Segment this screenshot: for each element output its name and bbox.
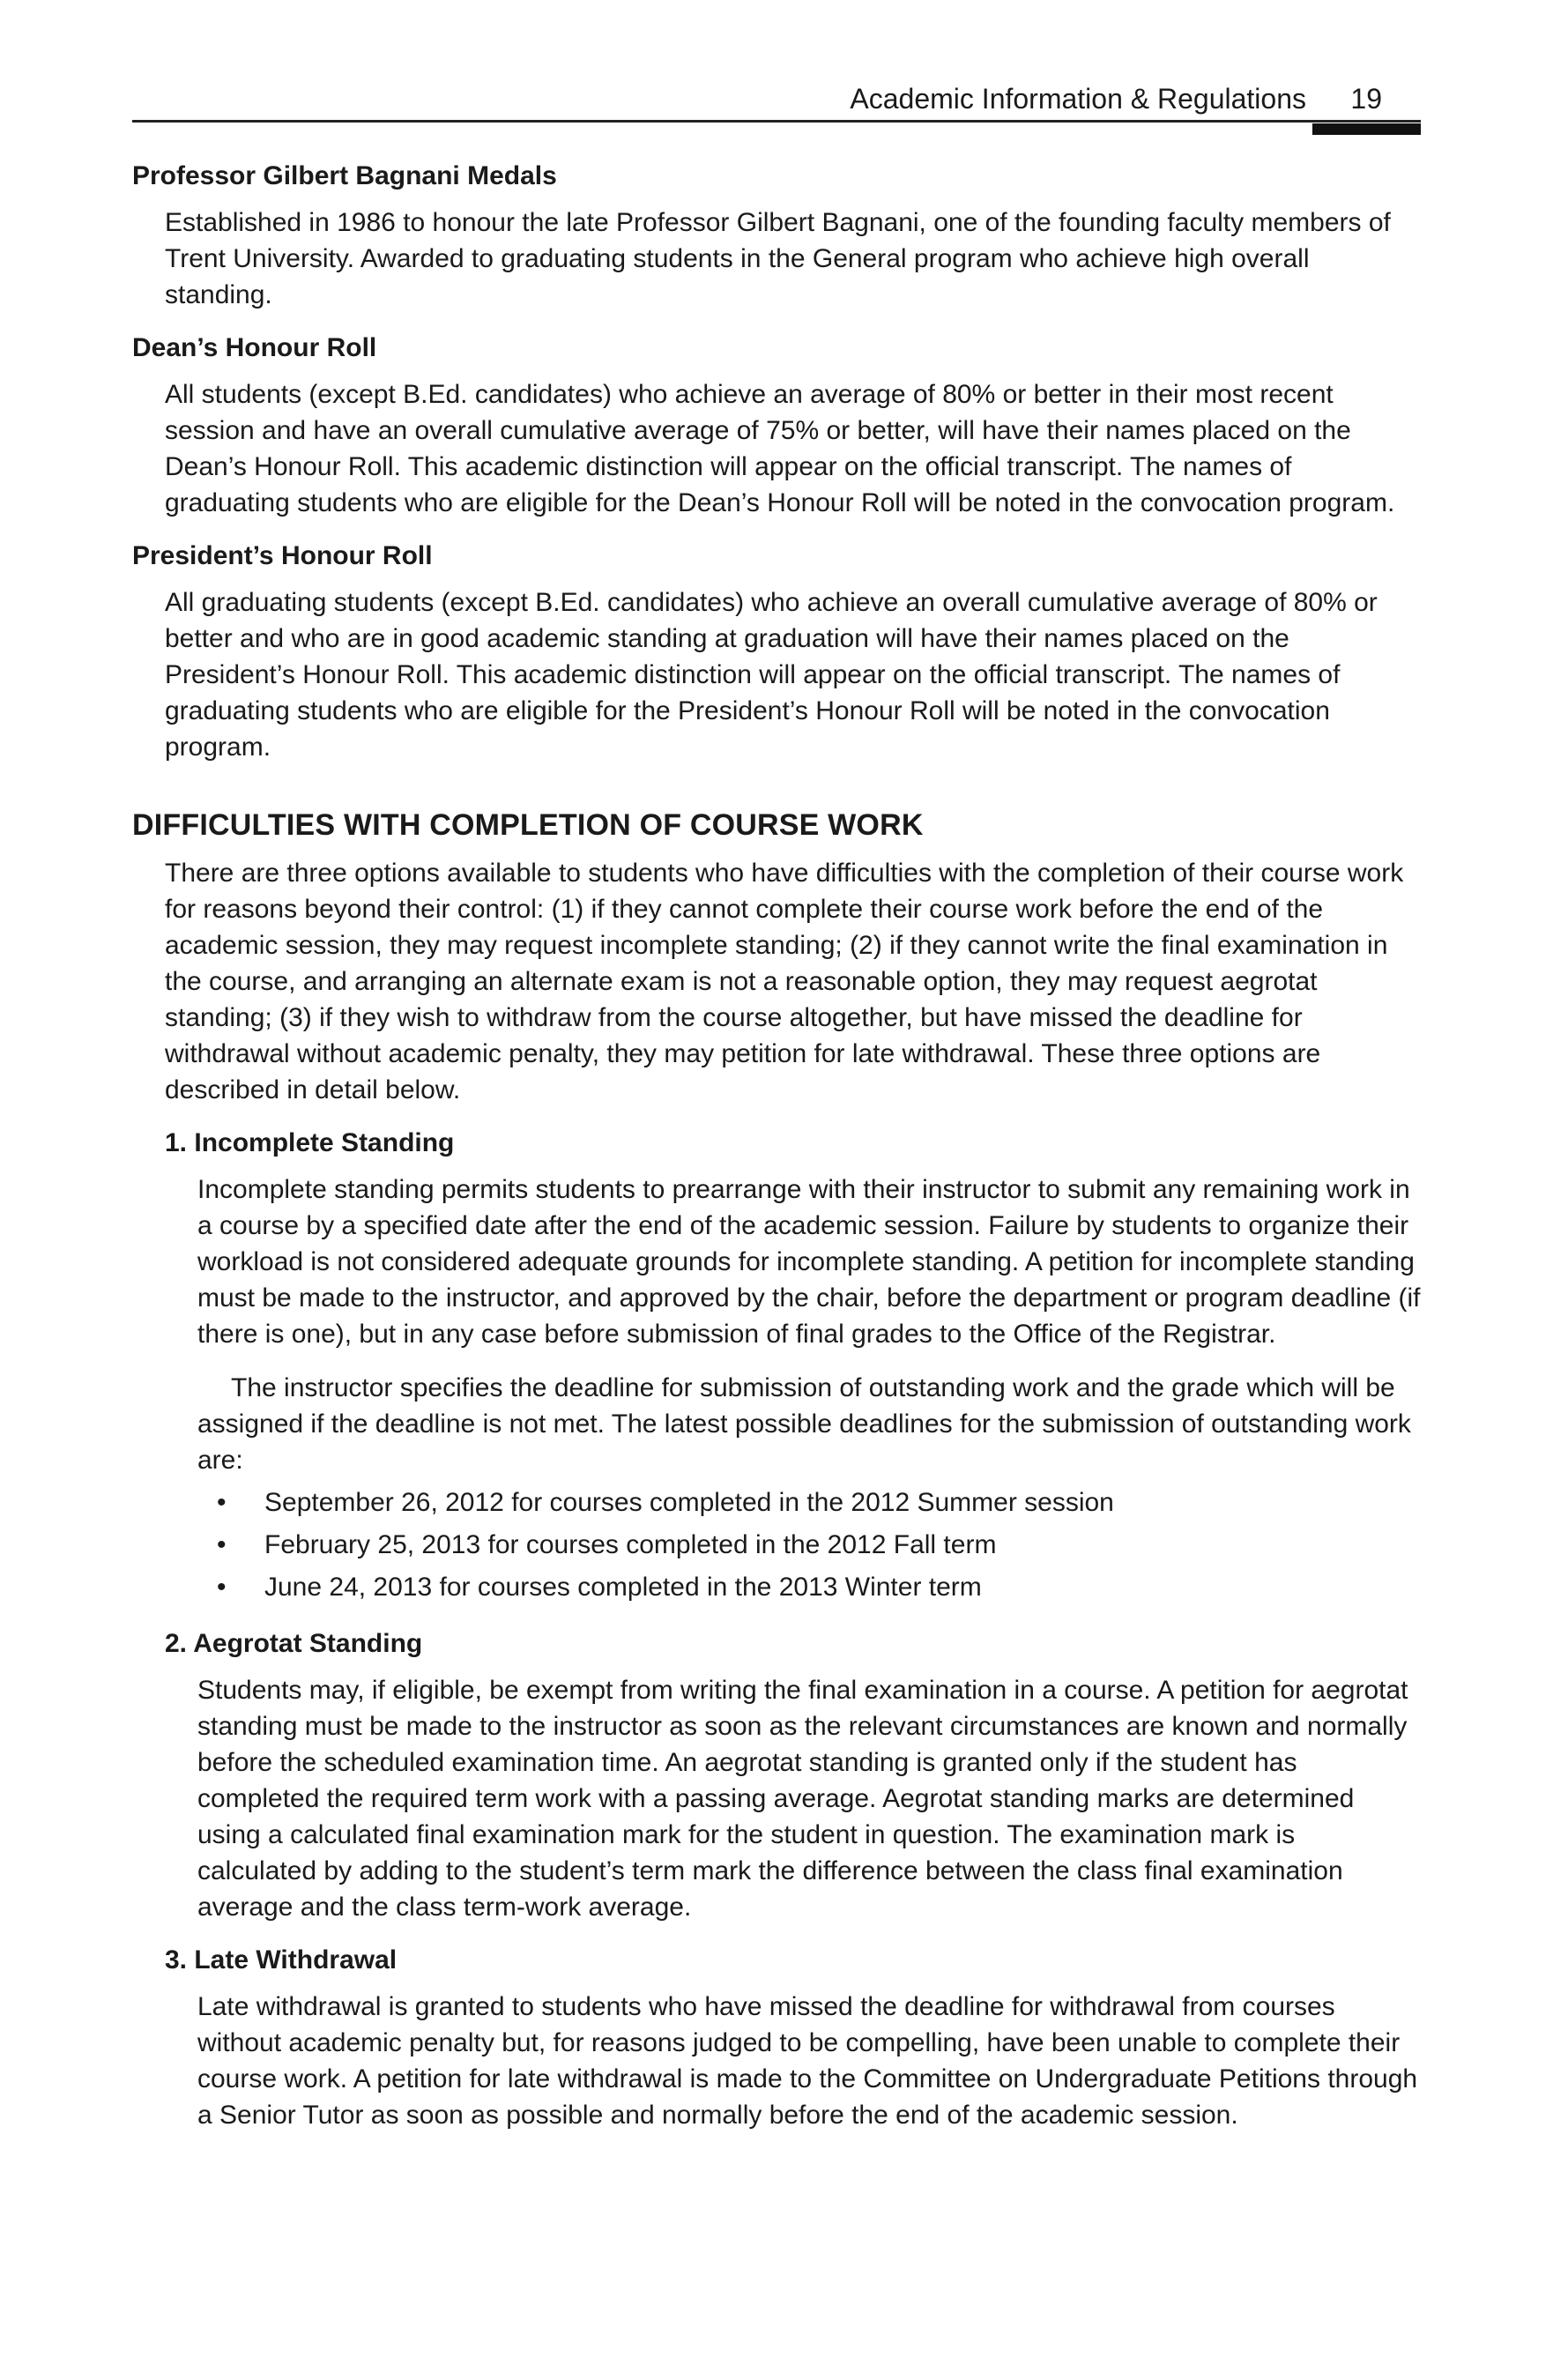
header-rule [132,120,1421,123]
incomplete-standing-para-2: The instructor specifies the deadline for submission of outstanding work and the grade which will be assigned if the deadline is not met. The latest possible deadlines for the submission of outstanding work are: [197,1373,1411,1475]
list-item [197,1524,1421,1566]
page-number: 19 [1350,83,1382,115]
bullet-icon: • [217,1488,227,1517]
header-section-title: Academic Information & Regulations [850,83,1306,115]
deadline-list [132,1482,1421,1609]
aegrotat-standing-body: Students may, if eligible, be exempt from writing the final examination in a course. A petition for aegrotat standing must be made to the instructor as soon as the relevant circumstances are known and normally before the scheduled examination time. An aegrotat standing is granted only if the student has completed the required term work with a passing average. Aegrotat standing marks are determined using a calculated final examination mark for the student in question. The examination mark is calculated by adding to the student’s term mark the difference between the class final examination average and the class term-work average. [197,1676,1408,1922]
list-item [197,1566,1421,1609]
late-withdrawal-body: Late withdrawal is granted to students who have missed the deadline for withdrawal from courses without academic penalty but, for reasons judged to be compelling, have been unable to complete their course work. A petition for late withdrawal is made to the Committee on Undergraduate Petitions through a Senior Tutor as soon as possible and normally before the end of the academic session. [197,1992,1418,2130]
deadline-fall: February 25, 2013 for courses completed in the 2012 Fall term [264,1530,997,1559]
bullet-icon: • [217,1573,227,1602]
incomplete-standing-heading: 1. Incomplete Standing [165,1128,455,1157]
page-number-tab-bar [1312,123,1421,135]
deadline-summer: September 26, 2012 for courses completed in the 2012 Summer session [264,1488,1114,1517]
aegrotat-standing-heading: 2. Aegrotat Standing [165,1629,423,1658]
list-item [197,1482,1421,1524]
award-body-bagnani: Established in 1986 to honour the late Professor Gilbert Bagnani, one of the founding faculty members of Trent University. Awarded to graduating students in the General program who achieve high overall standing. [165,208,1391,309]
award-body-deans: All students (except B.Ed. candidates) who achieve an average of 80% or better in their most recent session and have an overall cumulative average of 75% or better, will have their names placed on the Dean’s Honour Roll. This academic distinction will appear on the official transcript. The names of graduating students who are eligible for the Dean’s Honour Roll will be noted in the convocation program. [165,380,1395,517]
page-content [132,159,1421,2133]
running-header [132,76,1421,122]
award-heading-presidents: President’s Honour Roll [132,541,433,570]
section-heading-difficulties: DIFFICULTIES WITH COMPLETION OF COURSE WORK [132,808,924,842]
award-body-presidents: All graduating students (except B.Ed. candidates) who achieve an overall cumulative average of 80% or better and who are in good academic standing at graduation will have their names placed on the President’s Honour Roll. This academic distinction will appear on the official transcript. The names of graduating students who are eligible for the President’s Honour Roll will be noted in the convocation program. [165,588,1378,762]
bullet-icon: • [217,1530,227,1559]
award-heading-deans: Dean’s Honour Roll [132,333,377,362]
late-withdrawal-heading: 3. Late Withdrawal [165,1945,398,1975]
incomplete-standing-para-1: Incomplete standing permits students to prearrange with their instructor to submit any remaining work in a course by a specified date after the end of the academic session. Failure by students to organize their workload is not considered adequate grounds for incomplete standing. A petition for incomplete standing must be made to the instructor, and approved by the chair, before the department or program deadline (if there is one), but in any case before submission of final grades to the Office of the Registrar. [197,1175,1421,1349]
deadline-winter: June 24, 2013 for courses completed in the 2013 Winter term [264,1573,982,1602]
difficulties-intro: There are three options available to students who have difficulties with the completion of their course work for reasons beyond their control: (1) if they cannot complete their course work before the end of the academic session, they may request incomplete standing; (2) if they cannot write the final examination in the course, and arranging an alternate exam is not a reasonable option, they may request aegrotat standing; (3) if they wish to withdraw from the course altogether, but have missed the deadline for withdrawal without academic penalty, they may petition for late withdrawal. These three options are described in detail below. [165,859,1404,1104]
award-heading-bagnani: Professor Gilbert Bagnani Medals [132,161,557,190]
